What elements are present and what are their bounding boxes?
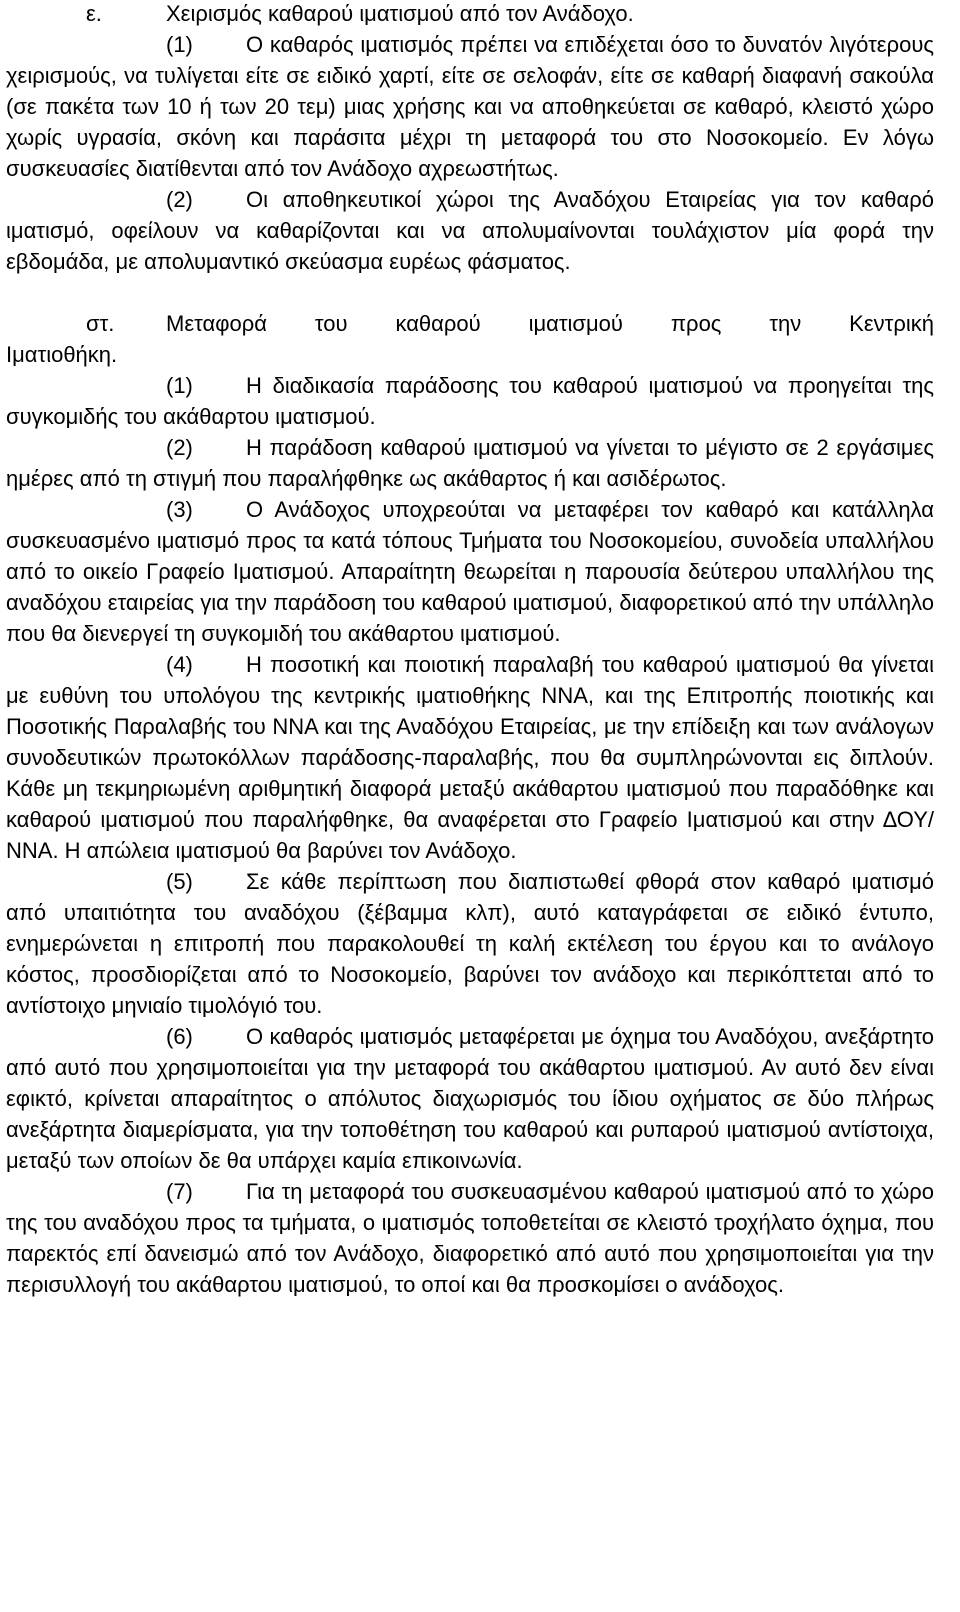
paragraph-number: (1)	[166, 373, 193, 398]
paragraph-text: Η ποσοτική και ποιοτική παραλαβή του καθαρού ιματισμού θα γίνεται με ευθύνη του υπολόγου της κεντρικής ιματιοθήκης ΝΝΑ, και της Επιτροπής ποιοτικής και Ποσοτικής Παραλαβής του ΝΝΑ και της Αναδόχου Εταιρείας, με την επίδειξη και των ανάλογων συνοδευτικών πρωτοκόλλων παράδοσης-παραλαβής, που θα συμπληρώνονται εις διπλούν. Κάθε μη τεκμηριωμένη αριθμητική διαφορά μεταξύ ακάθαρτου ιματισμού που παραδόθηκε και καθαρού ιματισμού που παραλήφθηκε, θα αναφέρεται στο Γραφείο Ιματισμού και στην ΔΟΥ/ΝΝΑ. Η απώλεια ιματισμού θα βαρύνει τον Ανάδοχο.	[6, 652, 934, 863]
section-st-heading	[6, 308, 934, 370]
section-st-title-line-1	[6, 308, 934, 339]
paragraph-text: Ο καθαρός ιματισμός μεταφέρεται με όχημα του Αναδόχου, ανεξάρτητο από αυτό που χρησιμοποιείται για την μεταφορά του ακάθαρτου ιματισμού. Αν αυτό δεν είναι εφικτό, κρίνεται απαραίτητος ο απόλυτος διαχωρισμός του ίδιου οχήματος σε δύο πλήρως ανεξάρτητα διαμερίσματα, για την τοποθέτηση του καθαρού και ρυπαρού ιματισμού αντίστοιχα, μεταξύ των οποίων δε θα υπάρχει καμία επικοινωνία.	[6, 1024, 934, 1173]
paragraph-number: (2)	[166, 187, 193, 212]
paragraph-text: Για τη μεταφορά του συσκευασμένου καθαρού ιματισμού από το χώρο της του αναδόχου προς τα τμήματα, ο ιματισμός τοποθετείται σε κλειστό τροχήλατο όχημα, που παρεκτός επί δανεισμώ από τον Ανάδοχο, διαφορετικό από αυτό που χρησιμοποιείται για την περισυλλογή του ακάθαρτου ιματισμού, το οποί και θα προσκομίσει ο ανάδοχος.	[6, 1179, 934, 1297]
spacer	[6, 277, 934, 308]
section-st-paragraph-1	[6, 370, 934, 432]
paragraph-number: (1)	[166, 32, 193, 57]
section-st-paragraph-6	[6, 1021, 934, 1176]
paragraph-number: (4)	[166, 652, 193, 677]
section-st-title-first-line: Μεταφορά του καθαρού ιματισμού προς την Κεντρική	[166, 311, 934, 336]
section-e-paragraph-2	[6, 184, 934, 277]
section-st-paragraph-3	[6, 494, 934, 649]
section-st-paragraph-5	[6, 866, 934, 1021]
paragraph-text: Σε κάθε περίπτωση που διαπιστωθεί φθορά στον καθαρό ιματισμό από υπαιτιότητα του αναδόχου (ξέβαμμα κλπ), αυτό καταγράφεται σε ειδικό έντυπο, ενημερώνεται η επιτροπή που παρακολουθεί τη καλή εκτέλεση του έργου και το ανάλογο κόστος, προσδιορίζεται από το Νοσοκομείο, βαρύνει τον ανάδοχο και περικόπτεται από το αντίστοιχο μηνιαίο τιμολόγιό του.	[6, 869, 934, 1018]
section-st-number: στ.	[86, 311, 115, 336]
section-e-heading	[6, 0, 934, 29]
paragraph-text: Οι αποθηκευτικοί χώροι της Αναδόχου Εταιρείας για τον καθαρό ιματισμό, οφείλουν να καθαρίζονται και να απολυμαίνονται τουλάχιστον μία φορά την εβδομάδα, με απολυμαντικό σκεύασμα ευρέως φάσματος.	[6, 187, 934, 274]
paragraph-text: Ο καθαρός ιματισμός πρέπει να επιδέχεται όσο το δυνατόν λιγότερους χειρισμούς, να τυλίγεται είτε σε ειδικό χαρτί, είτε σε σελοφάν, είτε σε καθαρή διαφανή σακούλα (σε πακέτα των 10 ή των 20 τεμ) μιας χρήσης και να αποθηκεύεται σε καθαρό, κλειστό χώρο χωρίς υγρασία, σκόνη και παράσιτα μέχρι τη μεταφορά του στο Νοσοκομείο. Εν λόγω συσκευασίες διατίθενται από τον Ανάδοχο αχρεωστήτως.	[6, 32, 934, 181]
paragraph-number: (6)	[166, 1024, 193, 1049]
section-st-paragraph-2	[6, 432, 934, 494]
document-page	[6, 0, 934, 1300]
paragraph-text: Η παράδοση καθαρού ιματισμού να γίνεται το μέγιστο σε 2 εργάσιμες ημέρες από τη στιγμή που παραλήφθηκε ως ακάθαρτος ή και ασιδέρωτος.	[6, 435, 934, 491]
paragraph-number: (3)	[166, 497, 193, 522]
section-e-paragraph-1	[6, 29, 934, 184]
paragraph-number: (2)	[166, 435, 193, 460]
section-st-paragraph-7	[6, 1176, 934, 1300]
paragraph-text: Ο Ανάδοχος υποχρεούται να μεταφέρει τον καθαρό και κατάλληλα συσκευασμένο ιματισμό προς τα κατά τόπους Τμήματα του Νοσοκομείου, συνοδεία υπαλλήλου από το οικείο Γραφείο Ιματισμού. Απαραίτητη θεωρείται η παρουσία δεύτερου υπαλλήλου της αναδόχου εταιρείας για την παράδοση του καθαρού ιματισμού, διαφορετικού από την υπάλληλο που θα διενεργεί τη συγκομιδή του ακάθαρτου ιματισμού.	[6, 497, 934, 646]
section-st-paragraph-4	[6, 649, 934, 866]
section-e-title: Χειρισμός καθαρού ιματισμού από τον Ανάδοχο.	[166, 1, 634, 26]
paragraph-number: (7)	[166, 1179, 193, 1204]
paragraph-text: Η διαδικασία παράδοσης του καθαρού ιματισμού να προηγείται της συγκομιδής του ακάθαρτου ιματισμού.	[6, 373, 934, 429]
paragraph-number: (5)	[166, 869, 193, 894]
section-st-title-line-2: Ιματιοθήκη.	[6, 342, 118, 367]
section-e-number: ε.	[86, 1, 102, 26]
